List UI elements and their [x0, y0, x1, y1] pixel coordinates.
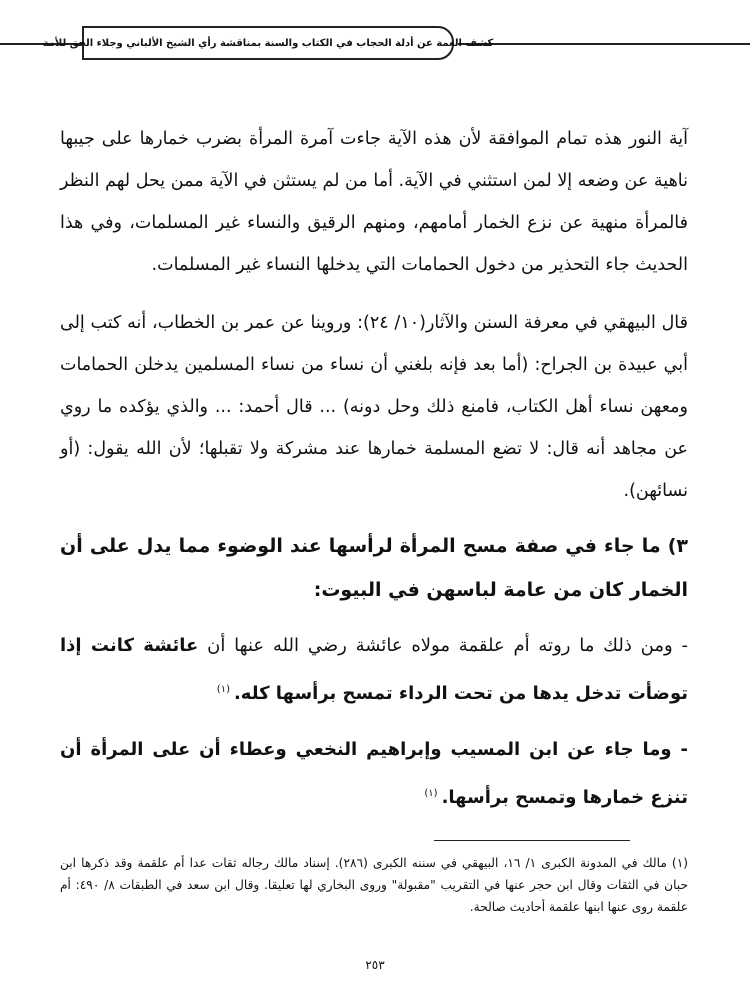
page-number: ٢٥٣	[365, 958, 385, 972]
footnote-separator	[434, 840, 630, 841]
footnote: (١) مالك في المدونة الكبرى ١/ ١٦، البيهقي في سننه الكبرى (٢٨٦). إسناد مالك رجاله ثقات عدا أم علقمة وقد ذكرها ابن حبان في الثقات وقال ابن حجر عنها في التقريب "مقبولة" وروى البخاري لها تعليقا. وقال ابن سعد في الطبقات ٨/ ٤٩٠: أم علقمة روى عنها ابنها علقمة أحاديث صالحة.	[60, 856, 688, 914]
item-2-text: - وما جاء عن ابن المسيب وإبراهيم النخعي وعطاء أن على المرأة أن تنزع خمارها وتمسح برأسها.	[60, 739, 688, 808]
section-heading: ٣) ما جاء في صفة مسح المرأة لرأسها عند الوضوء مما يدل على أن الخمار كان من عامة لباسهن في البيوت:	[60, 535, 688, 601]
running-header	[42, 26, 494, 60]
footnote-ref-2[interactable]: (١)	[424, 788, 438, 799]
item-1	[60, 624, 688, 716]
paragraph-2: قال البيهقي في معرفة السنن والآثار(١٠/ ٢٤): وروينا عن عمر بن الخطاب، أنه كتب إلى أبي عبيدة بن الجراح: (أما بعد فإنه بلغني أن نساء من نساء المسلمين يدخلن الحمامات ومعهن نساء أهل الكتاب، فامنع ذلك وحل دونه) ... قال أحمد: ... والذي يؤكده ما روي عن مجاهد أنه قال: لا تضع المسلمة خمارها عند مشركة ولا تقبلها؛ لأن الله يقول: (أو نسائهن).	[60, 313, 688, 501]
paragraph-1: آية النور هذه تمام الموافقة لأن هذه الآية جاءت آمرة المرأة بضرب خمارها على جيبها ناهية عن وضعه إلا لمن استثني في الآية. أما من لم يستثن في الآية ممن يحل لهم النظر فالمرأة منهية عن نزع الخمار أمامهم، ومنهم الرقيق والنساء غير المسلمات، وفي هذا الحديث جاء التحذير من دخول الحمامات التي يدخلها النساء غير المسلمات.	[60, 129, 688, 275]
footnote-ref-1[interactable]: (١)	[216, 684, 230, 695]
running-title: كشف الغمة عن أدلة الحجاب في الكتاب والسنة بمناقشة رأي الشيخ الألباني وجلاء الحق للأمة	[42, 37, 494, 49]
header-rule-right	[458, 43, 750, 45]
item-1-bold-text: عائشة كانت إذا توضأت تدخل يدها من تحت الرداء تمسح برأسها كله.	[60, 635, 688, 704]
item-1-text: - ومن ذلك ما روته أم علقمة مولاه عائشة رضي الله عنها أن	[198, 635, 688, 656]
item-2	[60, 728, 688, 820]
main-text	[60, 118, 688, 820]
